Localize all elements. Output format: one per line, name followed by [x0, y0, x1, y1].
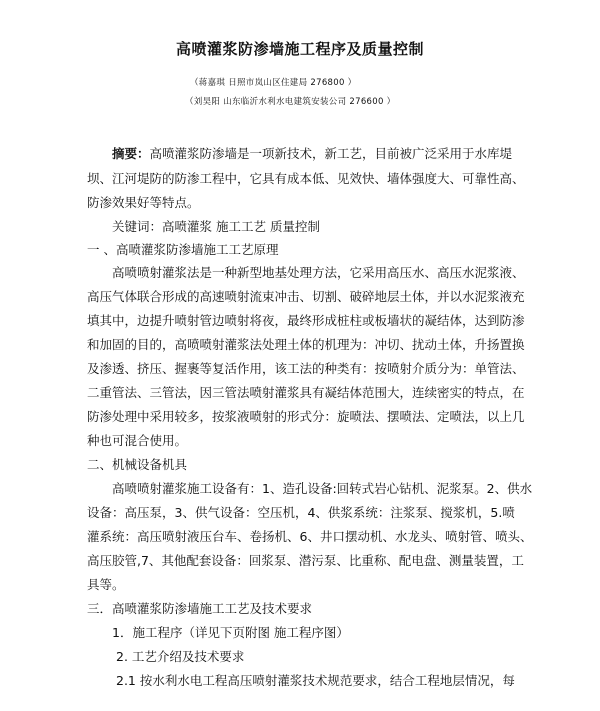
section-3-item: 2. 工艺介绍及技术要求: [116, 649, 245, 664]
section-1-line: 种也可混合使用。: [87, 433, 188, 448]
abstract-label: 摘要：: [112, 146, 150, 161]
section-3-heading: 三．高喷灌浆防渗墙施工工艺及技术要求: [87, 601, 313, 616]
section-2-line: 具等。: [87, 577, 125, 592]
section-1-line: 二重管法、三管法，因三管法喷射灌浆具有凝结体范围大，连续密实的特点，在: [87, 385, 525, 400]
abstract-line: 高喷灌浆防渗墙是一项新技术，新工艺，目前被广泛采用于水库堤: [149, 146, 513, 161]
section-1-line: 填其中，边提升喷射管边喷射将夜，最终形成桩柱或板墙状的凝结体，达到防渗: [87, 313, 525, 328]
section-2-line: 高喷喷射灌浆施工设备有：1、造孔设备:回转式岩心钻机、泥浆泵。2、供水: [112, 481, 533, 496]
abstract-line: 防渗效果好等特点。: [87, 195, 200, 210]
section-1-heading: 一 、高喷灌浆防渗墙施工工艺原理: [87, 242, 279, 257]
author-line-1: （蒋嘉琪 日照市岚山区住建局 276800 ）: [190, 78, 357, 88]
section-2-line: 高压胶管,7、其他配套设备：回浆泵、潜污泵、比重称、配电盘、测量装置，工: [87, 553, 524, 568]
section-1-line: 高喷喷射灌浆法是一种新型地基处理方法，它采用高压水、高压水泥浆液、: [112, 265, 525, 280]
section-1-line: 防渗处理中采用较多，按浆液喷射的形式分：旋喷法、摆喷法、定喷法，以上几: [87, 409, 525, 424]
abstract-first-line: [112, 146, 512, 162]
section-3-item: 2.1 按水利水电工程高压喷射灌浆技术规范要求，结合工程地层情况，每: [116, 673, 515, 688]
document-title: 高喷灌浆防渗墙施工程序及质量控制: [175, 40, 424, 58]
keywords: 关键词：高喷灌浆 施工工艺 质量控制: [112, 219, 320, 234]
section-2-line: 设备：高压泵，3、供气设备：空压机，4、供浆系统：注浆泵、搅浆机，5.喷: [87, 505, 515, 520]
section-2-heading: 二、机械设备机具: [87, 457, 188, 472]
section-1-line: 和加固的目的，高喷喷射灌浆法处理土体的机理为：冲切、扰动土体，升扬置换: [87, 337, 525, 352]
author-line-2: （刘昊阳 山东临沂水利水电建筑安装公司 276600 ）: [185, 97, 396, 107]
section-1-line: 及渗透、挤压、握裹等复活作用，该工法的种类有：按喷射介质分为：单管法、: [87, 361, 525, 376]
section-1-line: 高压气体联合形成的高速喷射流束冲击、切割、破碎地层土体，并以水泥浆液充: [87, 289, 525, 304]
section-2-line: 灌系统：高压喷射液压台车、卷扬机、6、井口摆动机、水龙头、喷射管、喷头、: [87, 529, 533, 544]
abstract-line: 坝、江河堤防的防渗工程中，它具有成本低、见效快、墙体强度大、可靠性高、: [87, 171, 525, 186]
section-3-item: 1．施工程序（详见下页附图 施工程序图）: [112, 625, 349, 640]
